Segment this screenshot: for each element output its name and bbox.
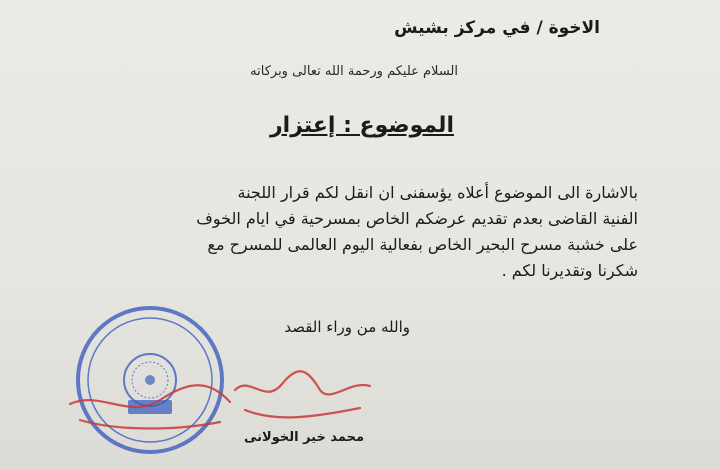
signer-name: محمد خير الخولانى — [244, 430, 365, 445]
greeting-line: السلام عليكم ورحمة الله تعالى وبركاته — [250, 64, 458, 79]
addressee-line: الاخوة / في مركز بشيش — [394, 18, 600, 38]
body-line: على خشبة مسرح البحير الخاص بفعالية اليوم العالمى للمسرح مع — [207, 235, 638, 254]
body-line: بالاشارة الى الموضوع أعلاه يؤسفنى ان انقل لكم قرار اللجنة — [237, 183, 638, 202]
closing-line: والله من وراء القصد — [284, 318, 410, 336]
body-line: شكرنا وتقديرنا لكم . — [501, 261, 638, 280]
subject-heading: الموضوع : إعتزار — [270, 113, 454, 138]
letter-body — [98, 180, 638, 284]
handwritten-signature — [60, 360, 380, 440]
body-line: الفنية القاضى بعدم تقديم عرضكم الخاص بمسرحية في ايام الخوف — [196, 209, 638, 228]
